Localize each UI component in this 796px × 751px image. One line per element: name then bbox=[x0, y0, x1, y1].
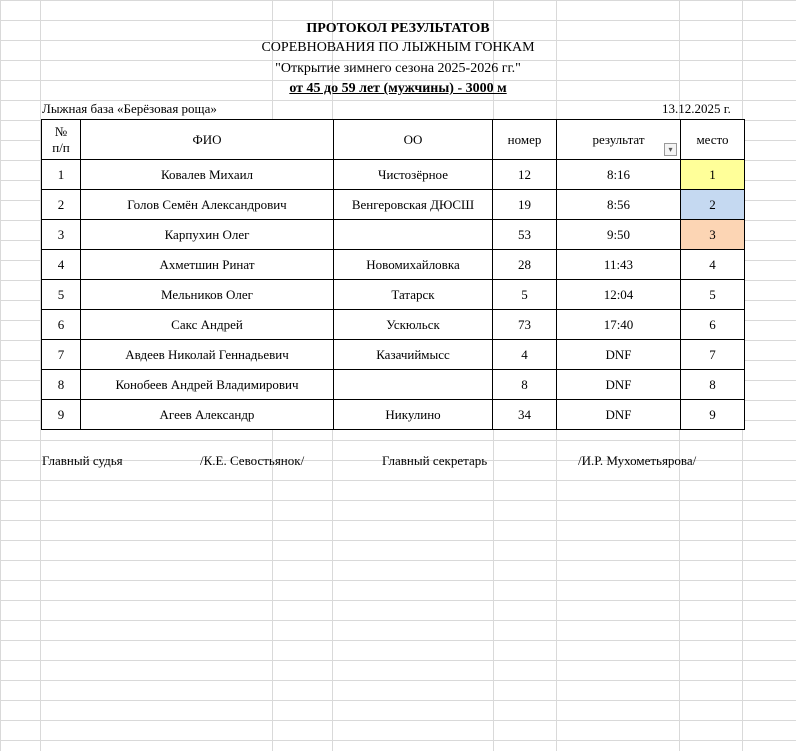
cell-name[interactable]: Агеев Александр bbox=[81, 400, 334, 430]
cell-num[interactable]: 2 bbox=[42, 190, 81, 220]
cell-num[interactable]: 6 bbox=[42, 310, 81, 340]
cell-bib[interactable]: 73 bbox=[493, 310, 557, 340]
cell-bib[interactable]: 8 bbox=[493, 370, 557, 400]
cell-name[interactable]: Голов Семён Александрович bbox=[81, 190, 334, 220]
cell-num[interactable]: 3 bbox=[42, 220, 81, 250]
table-row bbox=[42, 310, 745, 340]
cell-place[interactable]: 4 bbox=[681, 250, 745, 280]
header-result-label: результат bbox=[592, 131, 645, 147]
cell-result[interactable]: 11:43 bbox=[557, 250, 681, 280]
cell-num[interactable]: 4 bbox=[42, 250, 81, 280]
cell-name[interactable]: Ковалев Михаил bbox=[81, 160, 334, 190]
cell-place[interactable]: 2 bbox=[681, 190, 745, 220]
cell-bib[interactable]: 28 bbox=[493, 250, 557, 280]
cell-bib[interactable]: 53 bbox=[493, 220, 557, 250]
cell-num[interactable]: 7 bbox=[42, 340, 81, 370]
category-text: от 45 до 59 лет (мужчины) - 3000 м bbox=[289, 81, 507, 96]
competition-subtitle: СОРЕВНОВАНИЯ ПО ЛЫЖНЫМ ГОНКАМ bbox=[261, 40, 535, 55]
header-place[interactable]: место bbox=[681, 120, 745, 160]
cell-result[interactable]: 12:04 bbox=[557, 280, 681, 310]
header-name[interactable]: ФИО bbox=[81, 120, 334, 160]
chief-judge-name: /К.Е. Севостьянок/ bbox=[200, 453, 305, 468]
results-table bbox=[41, 119, 745, 430]
table-row bbox=[42, 190, 745, 220]
cell-org[interactable]: Венгеровская ДЮСШ bbox=[334, 190, 493, 220]
category-line bbox=[0, 79, 796, 99]
cell-result[interactable]: 9:50 bbox=[557, 220, 681, 250]
cell-num[interactable]: 1 bbox=[42, 160, 81, 190]
cell-bib[interactable]: 5 bbox=[493, 280, 557, 310]
cell-org[interactable]: Татарск bbox=[334, 280, 493, 310]
table-row bbox=[42, 250, 745, 280]
cell-name[interactable]: Конобеев Андрей Владимирович bbox=[81, 370, 334, 400]
cell-num[interactable]: 8 bbox=[42, 370, 81, 400]
header-org[interactable]: ОО bbox=[334, 120, 493, 160]
venue-label: Лыжная база «Берёзовая роща» bbox=[42, 101, 217, 116]
chief-secretary-name: /И.Р. Мухометьярова/ bbox=[578, 453, 697, 468]
table-header-row bbox=[42, 120, 745, 160]
cell-place[interactable]: 8 bbox=[681, 370, 745, 400]
cell-bib[interactable]: 12 bbox=[493, 160, 557, 190]
cell-org[interactable]: Ускюльск bbox=[334, 310, 493, 340]
cell-org[interactable]: Чистозёрное bbox=[334, 160, 493, 190]
header-result[interactable] bbox=[557, 120, 681, 160]
cell-place[interactable]: 5 bbox=[681, 280, 745, 310]
table-row bbox=[42, 400, 745, 430]
cell-place[interactable]: 3 bbox=[681, 220, 745, 250]
table-row bbox=[42, 220, 745, 250]
event-name: "Открытие зимнего сезона 2025-2026 гг." bbox=[275, 61, 521, 76]
header-num[interactable]: № п/п bbox=[42, 120, 81, 160]
cell-name[interactable]: Авдеев Николай Геннадьевич bbox=[81, 340, 334, 370]
table-row bbox=[42, 160, 745, 190]
cell-org[interactable]: Новомихайловка bbox=[334, 250, 493, 280]
cell-name[interactable]: Мельников Олег bbox=[81, 280, 334, 310]
cell-result[interactable]: DNF bbox=[557, 340, 681, 370]
cell-org[interactable] bbox=[334, 370, 493, 400]
cell-place[interactable]: 7 bbox=[681, 340, 745, 370]
cell-result[interactable]: 17:40 bbox=[557, 310, 681, 340]
table-row bbox=[42, 340, 745, 370]
cell-result[interactable]: DNF bbox=[557, 370, 681, 400]
cell-result[interactable]: DNF bbox=[557, 400, 681, 430]
cell-name[interactable]: Ахметшин Ринат bbox=[81, 250, 334, 280]
chief-judge-label: Главный судья bbox=[42, 453, 123, 468]
cell-org[interactable]: Казачиймысс bbox=[334, 340, 493, 370]
cell-num[interactable]: 5 bbox=[42, 280, 81, 310]
protocol-title: ПРОТОКОЛ РЕЗУЛЬТАТОВ bbox=[306, 21, 490, 36]
cell-num[interactable]: 9 bbox=[42, 400, 81, 430]
cell-org[interactable]: Никулино bbox=[334, 400, 493, 430]
date-label: 13.12.2025 г. bbox=[662, 101, 731, 116]
table-row bbox=[42, 280, 745, 310]
cell-bib[interactable]: 19 bbox=[493, 190, 557, 220]
filter-sort-icon[interactable]: ▾ bbox=[664, 143, 677, 156]
cell-name[interactable]: Карпухин Олег bbox=[81, 220, 334, 250]
cell-result[interactable]: 8:56 bbox=[557, 190, 681, 220]
header-bib[interactable]: номер bbox=[493, 120, 557, 160]
table-row bbox=[42, 370, 745, 400]
cell-org[interactable] bbox=[334, 220, 493, 250]
cell-result[interactable]: 8:16 bbox=[557, 160, 681, 190]
cell-place[interactable]: 6 bbox=[681, 310, 745, 340]
cell-place[interactable]: 1 bbox=[681, 160, 745, 190]
cell-bib[interactable]: 34 bbox=[493, 400, 557, 430]
cell-name[interactable]: Сакс Андрей bbox=[81, 310, 334, 340]
cell-place[interactable]: 9 bbox=[681, 400, 745, 430]
cell-bib[interactable]: 4 bbox=[493, 340, 557, 370]
chief-secretary-label: Главный секретарь bbox=[382, 453, 488, 468]
